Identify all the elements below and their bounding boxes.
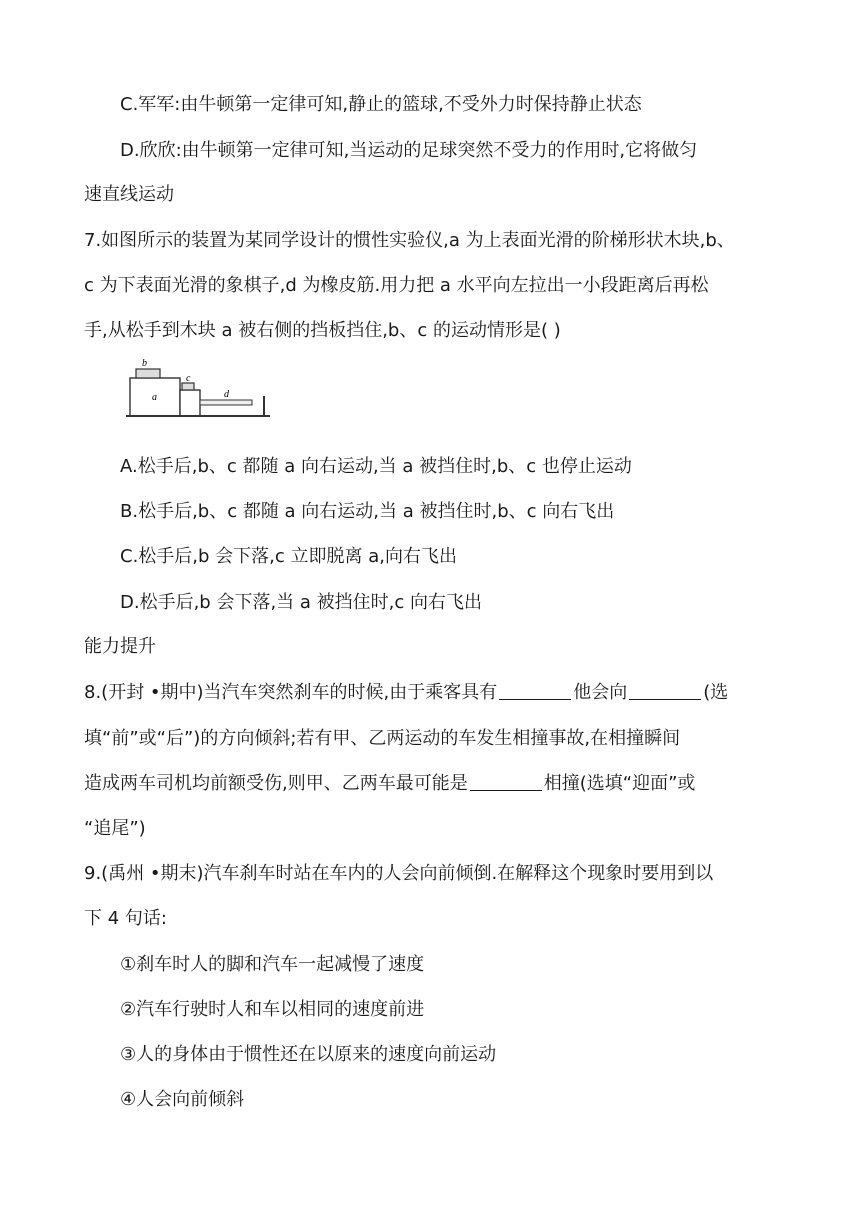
q9-line2: 下 4 句话:: [84, 908, 167, 929]
q8-line4: “追尾”): [84, 818, 146, 839]
q9-statement-3: ③人的身体由于惯性还在以原来的速度向前运动: [120, 1044, 497, 1065]
q9-statement-4: ④人会向前倾斜: [120, 1089, 245, 1110]
q8-blank-3[interactable]: [470, 772, 542, 791]
q7-option-d: D.松手后,b 会下落,当 a 被挡住时,c 向右飞出: [120, 592, 482, 613]
q8-blank-2[interactable]: [629, 681, 701, 700]
q8-line3: [84, 771, 695, 797]
label-a: a: [152, 392, 157, 403]
q8-line1-text-b: 他会向: [573, 682, 628, 703]
q6-option-d-line1: D.欣欣:由牛顿第一定律可知,当运动的足球突然不受力的作用时,它将做匀: [120, 140, 698, 161]
q7-option-c: C.松手后,b 会下落,c 立即脱离 a,向右飞出: [120, 546, 457, 567]
q7-stem-line1: 7.如图所示的装置为某同学设计的惯性实验仪,a 为上表面光滑的阶梯形状木块,b、: [84, 230, 735, 251]
q7-option-a: A.松手后,b、c 都随 a 向右运动,当 a 被挡住时,b、c 也停止运动: [120, 456, 632, 477]
q6-option-d-line2: 速直线运动: [84, 184, 174, 205]
inertia-apparatus-figure: [124, 356, 274, 420]
q7-option-b: B.松手后,b、c 都随 a 向右运动,当 a 被挡住时,b、c 向右飞出: [120, 501, 615, 522]
q8-line1: [84, 680, 728, 706]
label-c: c: [186, 373, 191, 384]
q9-line1: 9.(禹州 •期末)汽车刹车时站在车内的人会向前倾倒.在解释这个现象时要用到以: [84, 863, 714, 884]
q8-line3-text-a: 造成两车司机均前额受伤,则甲、乙两车最可能是: [84, 773, 468, 794]
q8-line1-text-a: 8.(开封 •期中)当汽车突然刹车的时候,由于乘客具有: [84, 682, 498, 703]
q7-stem-line3: 手,从松手到木块 a 被右侧的挡板挡住,b、c 的运动情形是( ): [84, 320, 561, 341]
label-b: b: [142, 358, 147, 369]
q8-blank-1[interactable]: [499, 681, 571, 700]
q9-statement-2: ②汽车行驶时人和车以相同的速度前进: [120, 999, 425, 1020]
q8-line1-text-c: (选: [703, 682, 729, 703]
q9-statement-1: ①刹车时人的脚和汽车一起减慢了速度: [120, 954, 425, 975]
label-d: d: [224, 389, 229, 400]
q7-stem-line2: c 为下表面光滑的象棋子,d 为橡皮筋.用力把 a 水平向左拉出一小段距离后再松: [84, 275, 709, 296]
section-title: 能力提升: [84, 636, 156, 657]
q8-line3-text-b: 相撞(选填“迎面”或: [543, 773, 696, 794]
q8-line2: 填“前”或“后”)的方向倾斜;若有甲、乙两运动的车发生相撞事故,在相撞瞬间: [84, 728, 681, 749]
q6-option-c: C.军军:由牛顿第一定律可知,静止的篮球,不受外力时保持静止状态: [120, 94, 642, 115]
